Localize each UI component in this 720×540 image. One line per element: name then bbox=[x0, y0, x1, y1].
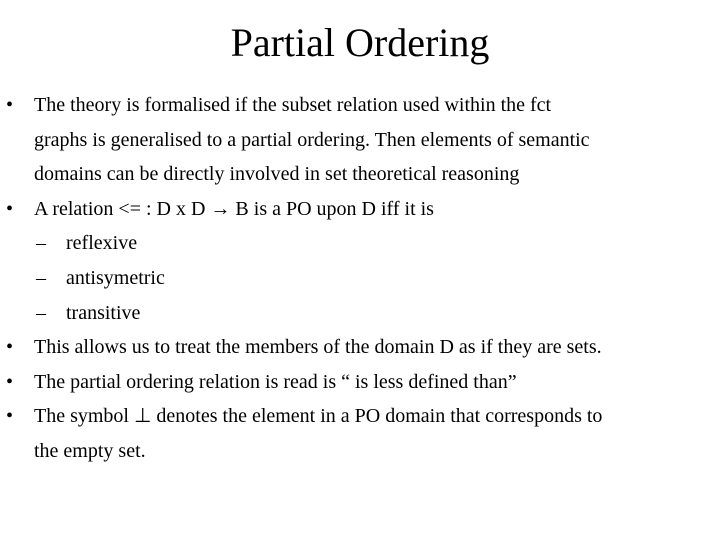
bullet-item bbox=[0, 365, 720, 400]
sub-bullet-item bbox=[0, 226, 720, 261]
bullet-marker: • bbox=[6, 336, 14, 359]
sub-bullet-item bbox=[0, 296, 720, 331]
sub-bullet-line: antisymetric bbox=[66, 266, 165, 289]
bullet-line: The theory is formalised if the subset relation used within the fct bbox=[34, 94, 552, 116]
bullet-marker: • bbox=[6, 94, 14, 116]
sub-bullet-item bbox=[0, 261, 720, 296]
dash-marker: – bbox=[36, 232, 46, 255]
bullet-line: the empty set. bbox=[34, 439, 146, 462]
bullet-line: graphs is generalised to a partial ordering. Then elements of semantic bbox=[34, 128, 590, 151]
bullet-line: The partial ordering relation is read is “ is less defined than” bbox=[34, 370, 517, 393]
sub-bullet-line: reflexive bbox=[66, 232, 138, 255]
bullet-item bbox=[0, 330, 720, 365]
slide-title: Partial Ordering bbox=[230, 20, 490, 65]
slide-body bbox=[0, 88, 720, 469]
bullet-line: domains can be directly involved in set theoretical reasoning bbox=[34, 163, 520, 186]
bullet-marker: • bbox=[6, 405, 14, 428]
bullet-item bbox=[0, 192, 720, 227]
bullet-item bbox=[0, 399, 720, 468]
bullet-line: This allows us to treat the members of the domain D as if they are sets. bbox=[34, 336, 602, 359]
sub-bullet-line: transitive bbox=[66, 301, 141, 324]
bullet-marker: • bbox=[6, 197, 14, 220]
dash-marker: – bbox=[36, 266, 46, 289]
dash-marker: – bbox=[36, 301, 46, 324]
bullet-marker: • bbox=[6, 370, 14, 393]
bullet-item bbox=[0, 88, 720, 192]
bullet-line: The symbol ⊥ denotes the element in a PO domain that corresponds to bbox=[34, 405, 603, 428]
bullet-line: A relation <= : D x D → B is a PO upon D iff it is bbox=[34, 197, 434, 220]
